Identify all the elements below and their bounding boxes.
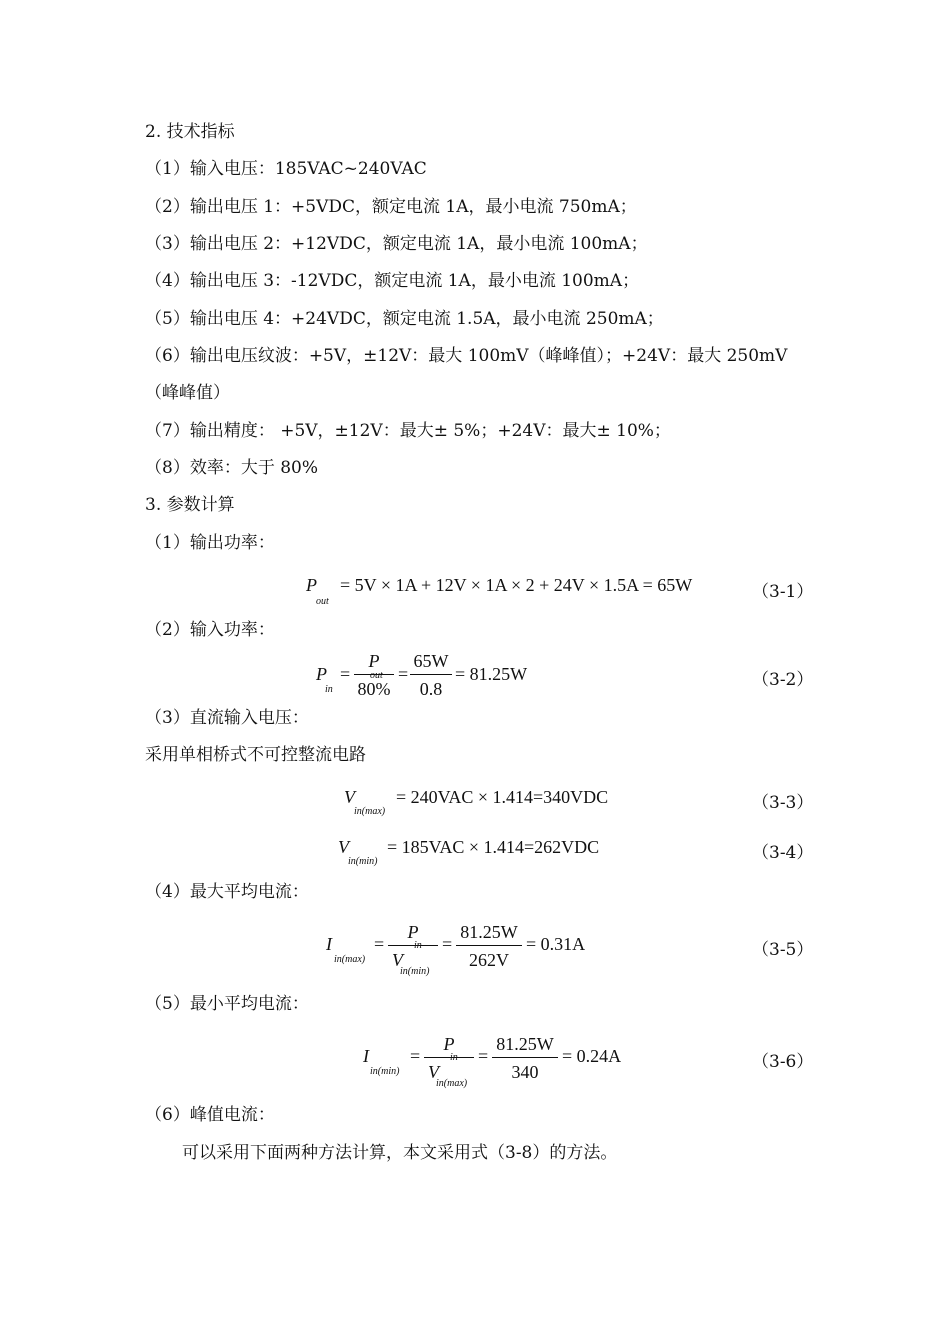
- spec-item-2: （2）输出电压 1：+5VDC，额定电流 1A，最小电流 750mA；: [145, 197, 637, 217]
- eq1-sub: out: [316, 596, 329, 607]
- section-heading-3: 3. 参数计算: [145, 495, 235, 515]
- spec-item-1: （1）输入电压：185VAC~240VAC: [145, 159, 427, 179]
- eq5-f1-bot-sub: in(min): [400, 966, 430, 977]
- eq6-fraction-1: $\frac{P}{V}$: [424, 1034, 474, 1083]
- eq6-f1-bot-sub: in(max): [436, 1078, 468, 1089]
- eq6-fraction-2: $\frac{81.25W}{340}$: [492, 1034, 558, 1083]
- eq6-lhs: I: [363, 1046, 369, 1066]
- eq-number-3-3: （3-3）: [752, 793, 814, 813]
- eq1-rhs: = 5V × 1A + 12V × 1A × 2 + 24V × 1.5A = 65W: [340, 575, 693, 595]
- eq2-equals: =: [340, 664, 351, 684]
- eq4-sub: in(min): [348, 856, 378, 867]
- eq5-result: = 0.31A: [526, 934, 586, 954]
- calc-label-input-power: （2）输入功率：: [145, 620, 275, 640]
- eq6-result: = 0.24A: [562, 1046, 622, 1066]
- eq5-lhs: I: [326, 934, 332, 954]
- eq5-equals-2: =: [442, 934, 453, 954]
- eq-number-3-6: （3-6）: [752, 1052, 814, 1072]
- calc-label-max-current: （4）最大平均电流：: [145, 882, 309, 902]
- eq2-sub: in: [325, 684, 333, 695]
- eq-number-3-4: （3-4）: [752, 843, 814, 863]
- eq5-sub: in(max): [334, 954, 366, 965]
- eq6-sub: in(min): [370, 1066, 400, 1077]
- eq1-lhs: P: [306, 575, 317, 595]
- calc-label-output-power: （1）输出功率：: [145, 533, 275, 553]
- section-heading-2: 2. 技术指标: [145, 122, 235, 142]
- spec-item-6-cont: （峰峰值）: [145, 383, 230, 403]
- spec-item-8: （8）效率：大于 80%: [145, 458, 319, 478]
- eq3-rhs: = 240VAC × 1.414=340VDC: [396, 787, 609, 807]
- eq5-fraction-2: $\frac{81.25W}{262V}$: [456, 922, 522, 971]
- calc-label-dc-input: （3）直流输入电压：: [145, 708, 309, 728]
- spec-item-3: （3）输出电压 2：+12VDC，额定电流 1A，最小电流 100mA；: [145, 234, 648, 254]
- calc-label-peak-current: （6）峰值电流：: [145, 1105, 275, 1125]
- eq4-rhs: = 185VAC × 1.414=262VDC: [387, 837, 600, 857]
- eq5-equals: =: [374, 934, 385, 954]
- spec-item-4: （4）输出电压 3：-12VDC，额定电流 1A，最小电流 100mA；: [145, 271, 640, 291]
- eq4-lhs: V: [338, 837, 349, 857]
- spec-item-7: （7）输出精度： +5V，±12V：最大± 5%；+24V：最大± 10%；: [145, 421, 671, 441]
- eq3-lhs: V: [344, 787, 355, 807]
- eq5-fraction-1: $\frac{P}{V}$: [388, 922, 438, 971]
- eq2-lhs: P: [316, 664, 327, 684]
- closing-paragraph: 可以采用下面两种方法计算，本文采用式（3-8）的方法。: [182, 1143, 618, 1163]
- eq3-sub: in(max): [354, 806, 386, 817]
- calc-label-min-current: （5）最小平均电流：: [145, 994, 309, 1014]
- eq6-equals: =: [410, 1046, 421, 1066]
- eq6-equals-2: =: [478, 1046, 489, 1066]
- eq-number-3-5: （3-5）: [752, 940, 814, 960]
- equation-3-1: [306, 575, 692, 596]
- eq6-f1-top-sub: in: [450, 1052, 458, 1063]
- eq5-f1-top-sub: in: [414, 940, 422, 951]
- rectifier-text: 采用单相桥式不可控整流电路: [145, 745, 366, 765]
- spec-item-6: （6）输出电压纹波：+5V，±12V：最大 100mV（峰峰值）；+24V：最大 250mV: [145, 346, 788, 366]
- spec-item-5: （5）输出电压 4：+24VDC，额定电流 1.5A，最小电流 250mA；: [145, 309, 664, 329]
- eq2-fraction-2: $\frac{65W}{0.8}$: [410, 651, 452, 700]
- eq2-equals-2: =: [398, 664, 409, 684]
- eq2-fraction-1: $\frac{P}{80\%}$: [354, 651, 394, 700]
- eq2-f1-sub: out: [370, 670, 383, 681]
- eq-number-3-2: （3-2）: [752, 670, 814, 690]
- eq2-result: = 81.25W: [455, 664, 528, 684]
- eq-number-3-1: （3-1）: [752, 582, 814, 602]
